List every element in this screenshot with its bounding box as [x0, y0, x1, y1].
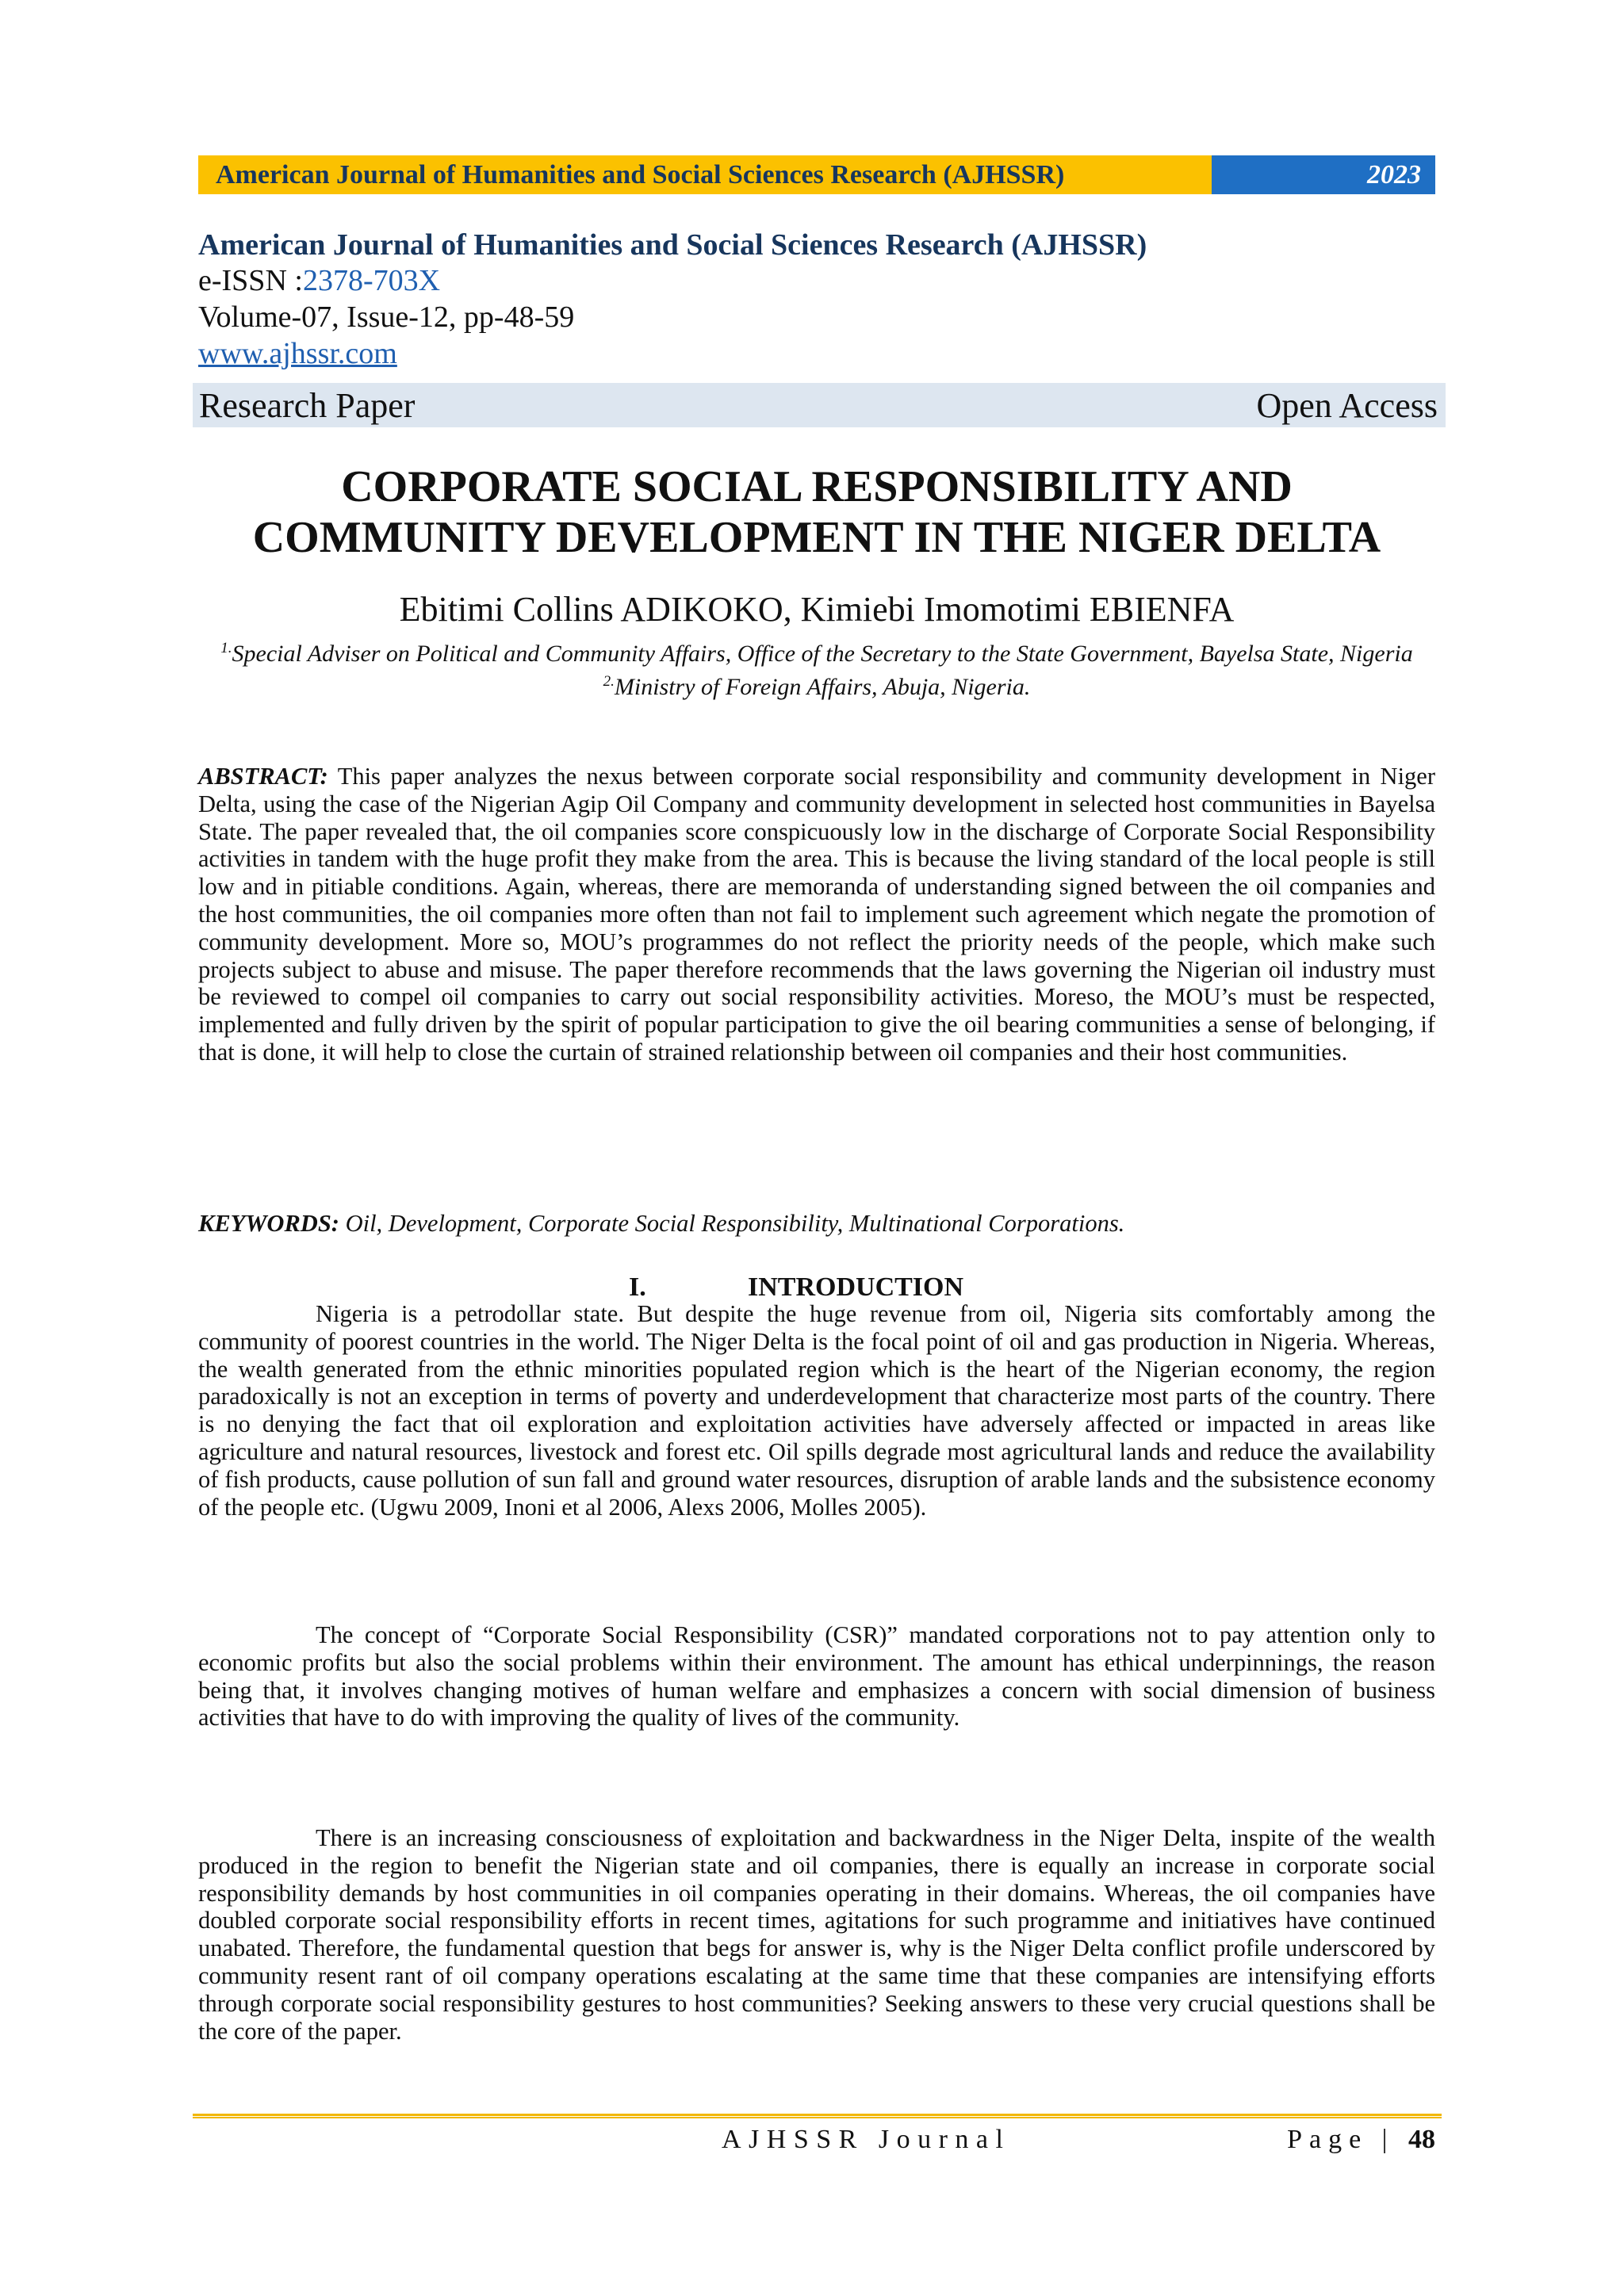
paper-type-bar: [193, 383, 1446, 427]
footer-page-label: Page |: [1287, 2125, 1395, 2154]
footer-page: [1287, 2125, 1435, 2155]
footer-page-number: 48: [1408, 2125, 1435, 2154]
access-type: Open Access: [1256, 385, 1438, 425]
journal-name: American Journal of Humanities and Social Sciences Research (AJHSSR): [198, 228, 1147, 262]
page-footer: [198, 2125, 1435, 2160]
authors: Ebitimi Collins ADIKOKO, Kimiebi Imomotimi EBIENFA: [399, 590, 1235, 629]
affiliation-2: [198, 668, 1435, 701]
running-header-journal: American Journal of Humanities and Social Sciences Research (AJHSSR): [198, 155, 1212, 194]
affiliation-1: [198, 634, 1435, 668]
affiliation-1-text: Special Adviser on Political and Community Affairs, Office of the Secretary to the State Government, Bayelsa State, Nigeria: [232, 641, 1413, 667]
paper-title: [198, 461, 1435, 563]
volume-info: Volume-07, Issue-12, pp-48-59: [198, 300, 575, 334]
affiliations: [198, 634, 1435, 701]
journal-meta: [198, 228, 1443, 372]
footer-journal: AJHSSR Journal: [722, 2125, 1011, 2154]
journal-website-link[interactable]: www.ajhssr.com: [198, 337, 397, 370]
eissn-label: e-ISSN :: [198, 264, 303, 297]
section-number: I.: [629, 1272, 646, 1302]
abstract-text: This paper analyzes the nexus between corporate social responsibility and community development in Niger Delta, using the case of the Nigerian Agip Oil Company and community development in selected host communities in Bayelsa State. The paper revealed that, the oil companies score conspicuously low in the discharge of Corporate Social Responsibility activities in tandem with the huge profit they make from the area. This is because the living standard of the local people is still low and in pitiable conditions. Again, whereas, there are memoranda of understanding signed between the oil companies and the host communities, the oil companies more often than not fail to implement such agreement which negate the promotion of community development. More so, MOU’s programmes do not reflect the priority needs of the people, which make such projects subject to abuse and misuse. The paper therefore recommends that the laws governing the Nigerian oil industry must be reviewed to compel oil companies to carry out social responsibility activities. Moreso, the MOU’s must be respected, implemented and fully driven by the spirit of popular participation to give the oil bearing communities a sense of belonging, if that is done, it will help to close the curtain of strained relationship between oil companies and their host communities.: [198, 763, 1435, 1066]
keywords-text: Oil, Development, Corporate Social Responsibility, Multinational Corporations.: [345, 1210, 1125, 1237]
keywords-label: KEYWORDS:: [198, 1210, 339, 1237]
paragraph-2: [198, 1621, 1435, 1732]
affiliation-2-mark: 2.: [603, 673, 615, 690]
paragraph-1-text: Nigeria is a petrodollar state. But despite the huge revenue from oil, Nigeria sits comfortably among the community of poorest countries in the world. The Niger Delta is the focal point of oil and gas production in Nigeria. Whereas, the wealth generated from the ethnic minorities populated region which is the heart of the Nigerian economy, the region paradoxically is not an exception in terms of poverty and underdevelopment that characterize most parts of the country. There is no denying the fact that oil exploration and exploitation activities have adversely affected or impacted in areas like agriculture and natural resources, livestock and forest etc. Oil spills degrade most agricultural lands and reduce the availability of fish products, cause pollution of sun fall and ground water resources, disruption of arable lands and the subsistence economy of the people etc. (Ugwu 2009, Inoni et al 2006, Alexs 2006, Molles 2005).: [198, 1300, 1435, 1521]
affiliation-2-text: Ministry of Foreign Affairs, Abuja, Nigeria.: [614, 674, 1031, 700]
paragraph-3-text: There is an increasing consciousness of exploitation and backwardness in the Niger Delta, inspite of the wealth produced in the region to benefit the Nigerian state and oil companies, there is equally an increase in corporate social responsibility demands by host communities in oil companies operating in their domains. Whereas, the oil companies have doubled corporate social responsibility efforts in recent times, agitations for such programme and initiatives have continued unabated. Therefore, the fundamental question that begs for answer is, why is the Niger Delta conflict profile underscored by community resent rant of oil company operations escalating at the same time that these companies are intensifying efforts through corporate social responsibility gestures to host communities? Seeking answers to these very crucial questions shall be the core of the paper.: [198, 1824, 1435, 2045]
paragraph-1: [198, 1300, 1435, 1521]
running-header-year: 2023: [1212, 155, 1435, 194]
section-title: INTRODUCTION: [748, 1272, 964, 1302]
keywords: [198, 1210, 1435, 1238]
paper-type: Research Paper: [199, 385, 416, 425]
abstract: [198, 763, 1435, 1066]
affiliation-1-mark: 1.: [220, 640, 232, 656]
abstract-label: ABSTRACT:: [198, 763, 328, 790]
paragraph-3: [198, 1824, 1435, 2045]
title-line-2: COMMUNITY DEVELOPMENT IN THE NIGER DELTA: [252, 513, 1381, 562]
paragraph-2-text: The concept of “Corporate Social Responsibility (CSR)” mandated corporations not to pay attention only to economic profits but also the social problems within their environment. The amount has ethical underpinnings, the reason being that, it involves changing motives of human welfare and emphasizes a concern with social dimension of business activities that have to do with improving the quality of lives of the community.: [198, 1621, 1435, 1732]
eissn-value: 2378-703X: [302, 264, 441, 297]
running-header: [198, 155, 1435, 194]
title-line-1: CORPORATE SOCIAL RESPONSIBILITY AND: [341, 462, 1293, 511]
footer-divider: [193, 2114, 1442, 2118]
eissn: [198, 262, 1443, 299]
